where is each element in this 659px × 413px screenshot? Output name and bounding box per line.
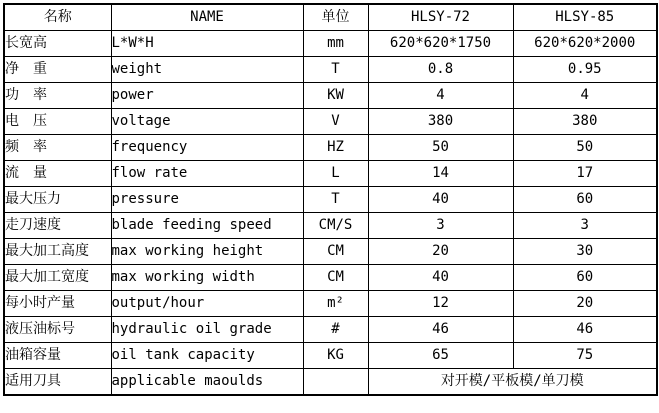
table-row [4,343,657,369]
row-label-en: applicable maoulds [111,369,303,396]
row-label-en: flow rate [111,161,303,187]
value-hlsy85: 17 [513,161,657,187]
header-row [4,4,657,31]
unit-cell: CM [303,265,368,291]
table-row [4,161,657,187]
value-hlsy85: 3 [513,213,657,239]
spec-table [3,3,658,396]
row-label-en: frequency [111,135,303,161]
row-label-en: output/hour [111,291,303,317]
unit-cell: T [303,57,368,83]
row-label-cn: 走刀速度 [4,213,111,239]
unit-cell: HZ [303,135,368,161]
value-hlsy72: 50 [368,135,513,161]
value-hlsy85: 60 [513,265,657,291]
value-hlsy72: 20 [368,239,513,265]
table-row [4,187,657,213]
value-hlsy85: 620*620*2000 [513,31,657,57]
table-row [4,31,657,57]
value-hlsy72: 3 [368,213,513,239]
header-name-cn: 名称 [4,4,111,31]
row-label-cn: 适用刀具 [4,369,111,396]
row-label-en: max working height [111,239,303,265]
value-hlsy72: 40 [368,187,513,213]
row-label-cn: 每小时产量 [4,291,111,317]
row-label-en: pressure [111,187,303,213]
table-row [4,239,657,265]
value-hlsy85: 50 [513,135,657,161]
value-hlsy85: 60 [513,187,657,213]
row-label-cn: 长宽高 [4,31,111,57]
table-row [4,83,657,109]
row-label-cn: 频 率 [4,135,111,161]
value-hlsy85: 46 [513,317,657,343]
table-row [4,213,657,239]
row-label-en: max working width [111,265,303,291]
row-label-cn: 电 压 [4,109,111,135]
row-label-cn: 最大压力 [4,187,111,213]
unit-cell: T [303,187,368,213]
row-label-cn: 功 率 [4,83,111,109]
value-hlsy85: 20 [513,291,657,317]
value-hlsy72: 0.8 [368,57,513,83]
value-hlsy85: 380 [513,109,657,135]
value-hlsy85: 75 [513,343,657,369]
unit-cell: CM [303,239,368,265]
row-label-en: blade feeding speed [111,213,303,239]
row-label-cn: 油箱容量 [4,343,111,369]
value-hlsy72: 40 [368,265,513,291]
header-name-en: NAME [111,4,303,31]
unit-cell: m² [303,291,368,317]
unit-cell [303,369,368,396]
value-hlsy85: 0.95 [513,57,657,83]
value-hlsy72: 620*620*1750 [368,31,513,57]
row-label-cn: 净 重 [4,57,111,83]
value-hlsy72: 4 [368,83,513,109]
row-label-en: power [111,83,303,109]
header-model-hlsy85: HLSY-85 [513,4,657,31]
row-label-en: hydraulic oil grade [111,317,303,343]
value-hlsy72: 14 [368,161,513,187]
unit-cell: KW [303,83,368,109]
value-hlsy72: 46 [368,317,513,343]
unit-cell: mm [303,31,368,57]
unit-cell: V [303,109,368,135]
row-label-cn: 流 量 [4,161,111,187]
table-row [4,109,657,135]
unit-cell: CM/S [303,213,368,239]
value-hlsy85: 30 [513,239,657,265]
value-hlsy72: 12 [368,291,513,317]
table-row [4,265,657,291]
unit-cell: L [303,161,368,187]
header-model-hlsy72: HLSY-72 [368,4,513,31]
row-label-en: voltage [111,109,303,135]
value-hlsy85: 4 [513,83,657,109]
table-row [4,57,657,83]
unit-cell: KG [303,343,368,369]
value-hlsy72: 65 [368,343,513,369]
row-label-cn: 最大加工宽度 [4,265,111,291]
value-hlsy72: 380 [368,109,513,135]
table-row [4,291,657,317]
table-row [4,317,657,343]
value-span-moulds: 对开模/平板模/单刀模 [368,369,657,396]
table-row [4,369,657,396]
row-label-en: oil tank capacity [111,343,303,369]
row-label-cn: 液压油标号 [4,317,111,343]
table-row [4,135,657,161]
row-label-en: L*W*H [111,31,303,57]
unit-cell: # [303,317,368,343]
header-unit: 单位 [303,4,368,31]
row-label-en: weight [111,57,303,83]
row-label-cn: 最大加工高度 [4,239,111,265]
